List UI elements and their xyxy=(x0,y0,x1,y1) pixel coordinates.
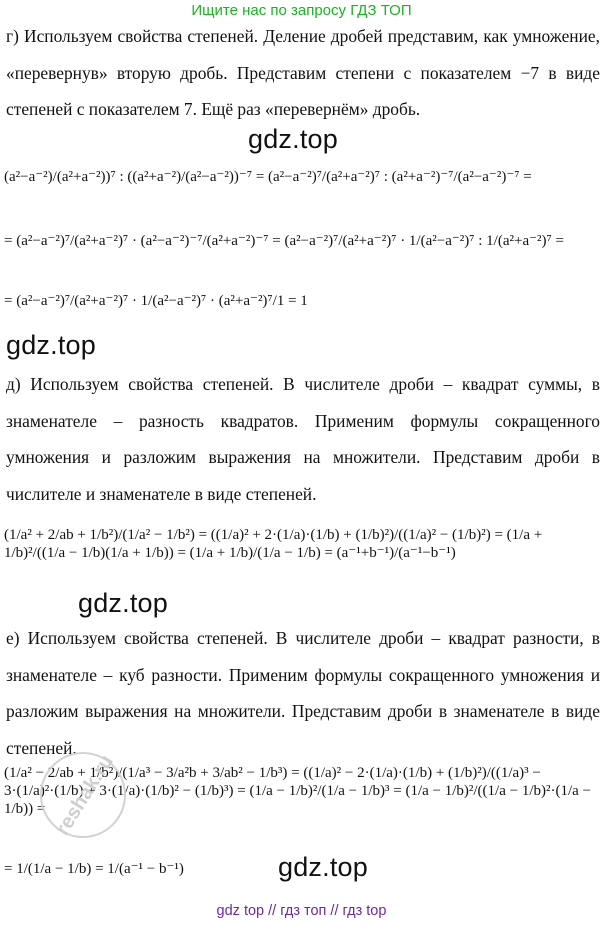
watermark-3: gdz.top xyxy=(78,588,168,618)
site-banner: Ищите нас по запросу ГДЗ ТОП xyxy=(191,2,412,19)
section-d-text: д) Используем свойства степеней. В числителе дроби – квадрат суммы, в знаменателе – разность квадратов. Применим формулы сокращенного умножения и разложим выражения на множители. Представим дроби в числителе и знаменателе в виде степеней. xyxy=(6,374,600,504)
section-g-text: г) Используем свойства степеней. Деление дробей представим, как умножение, «перевернув» вторую дробь. Представим степени с показателем −7 в виде степеней с показателем 7. Ещё раз «перевернём» дробь. xyxy=(6,26,600,120)
watermark-4: gdz.top xyxy=(278,852,368,882)
stamp-text: reshak.ru xyxy=(51,751,118,840)
section-g-eq-line-2: = (a²−a⁻²)⁷/(a²+a⁻²)⁷ · (a²−a⁻²)⁻⁷/(a²+a⁻²)⁻⁷ = (a²−a⁻²)⁷/(a²+a⁻²)⁷ · 1/(a²−a⁻²)⁷ : 1/(a²+a⁻²)⁷ = xyxy=(4,233,564,249)
watermark-1: gdz.top xyxy=(248,124,338,154)
footer-links: gdz top // гдз топ // гдз top xyxy=(216,903,387,919)
watermark-2: gdz.top xyxy=(6,330,96,360)
section-g-eq-line-3: = (a²−a⁻²)⁷/(a²+a⁻²)⁷ · 1/(a²−a⁻²)⁷ · (a²+a⁻²)⁷/1 = 1 xyxy=(4,293,308,309)
section-e-text: е) Используем свойства степеней. В числителе дроби – квадрат разности, в знаменателе – куб разности. Применим формулы сокращенного умножения и разложим выражения на множители. Представим дроби в знаменателе в виде степеней. xyxy=(6,628,600,758)
section-e-equation-1: (1/a² − 2/ab + 1/b²)/(1/a³ − 3/a²b + 3/ab² − 1/b³) = ((1/a)² − 2·(1/a)·(1/b) + (1/b)²)/((1/a)³ − 3·(1/a)²·(1/b) + 3·(1/a)·(1/b)² − (1/b)³) = (1/a − 1/b)²/(1/a − 1/b)³ = (1/a − 1/b)²/((1/a − 1/b)²·(1/a − 1/b)) = xyxy=(4,765,592,817)
section-g-eq-line-1: (a²−a⁻²)/(a²+a⁻²))⁷ : ((a²+a⁻²)/(a²−a⁻²))⁻⁷ = (a²−a⁻²)⁷/(a²+a⁻²)⁷ : (a²+a⁻²)⁻⁷/(a²−a⁻²)⁻⁷ = xyxy=(4,169,532,185)
section-d-equation: (1/a² + 2/ab + 1/b²)/(1/a² − 1/b²) = ((1/a)² + 2·(1/a)·(1/b) + (1/b)²)/((1/a)² − (1/b)²) = (1/a + 1/b)²/((1/a − 1/b)(1/a + 1/b)) = (1/a + 1/b)/(1/a − 1/b) = (a⁻¹+b⁻¹)/(a⁻¹−b⁻¹) xyxy=(4,527,543,561)
reshak-stamp xyxy=(40,752,126,838)
section-e-equation-2: = 1/(1/a − 1/b) = 1/(a⁻¹ − b⁻¹) xyxy=(4,861,184,877)
